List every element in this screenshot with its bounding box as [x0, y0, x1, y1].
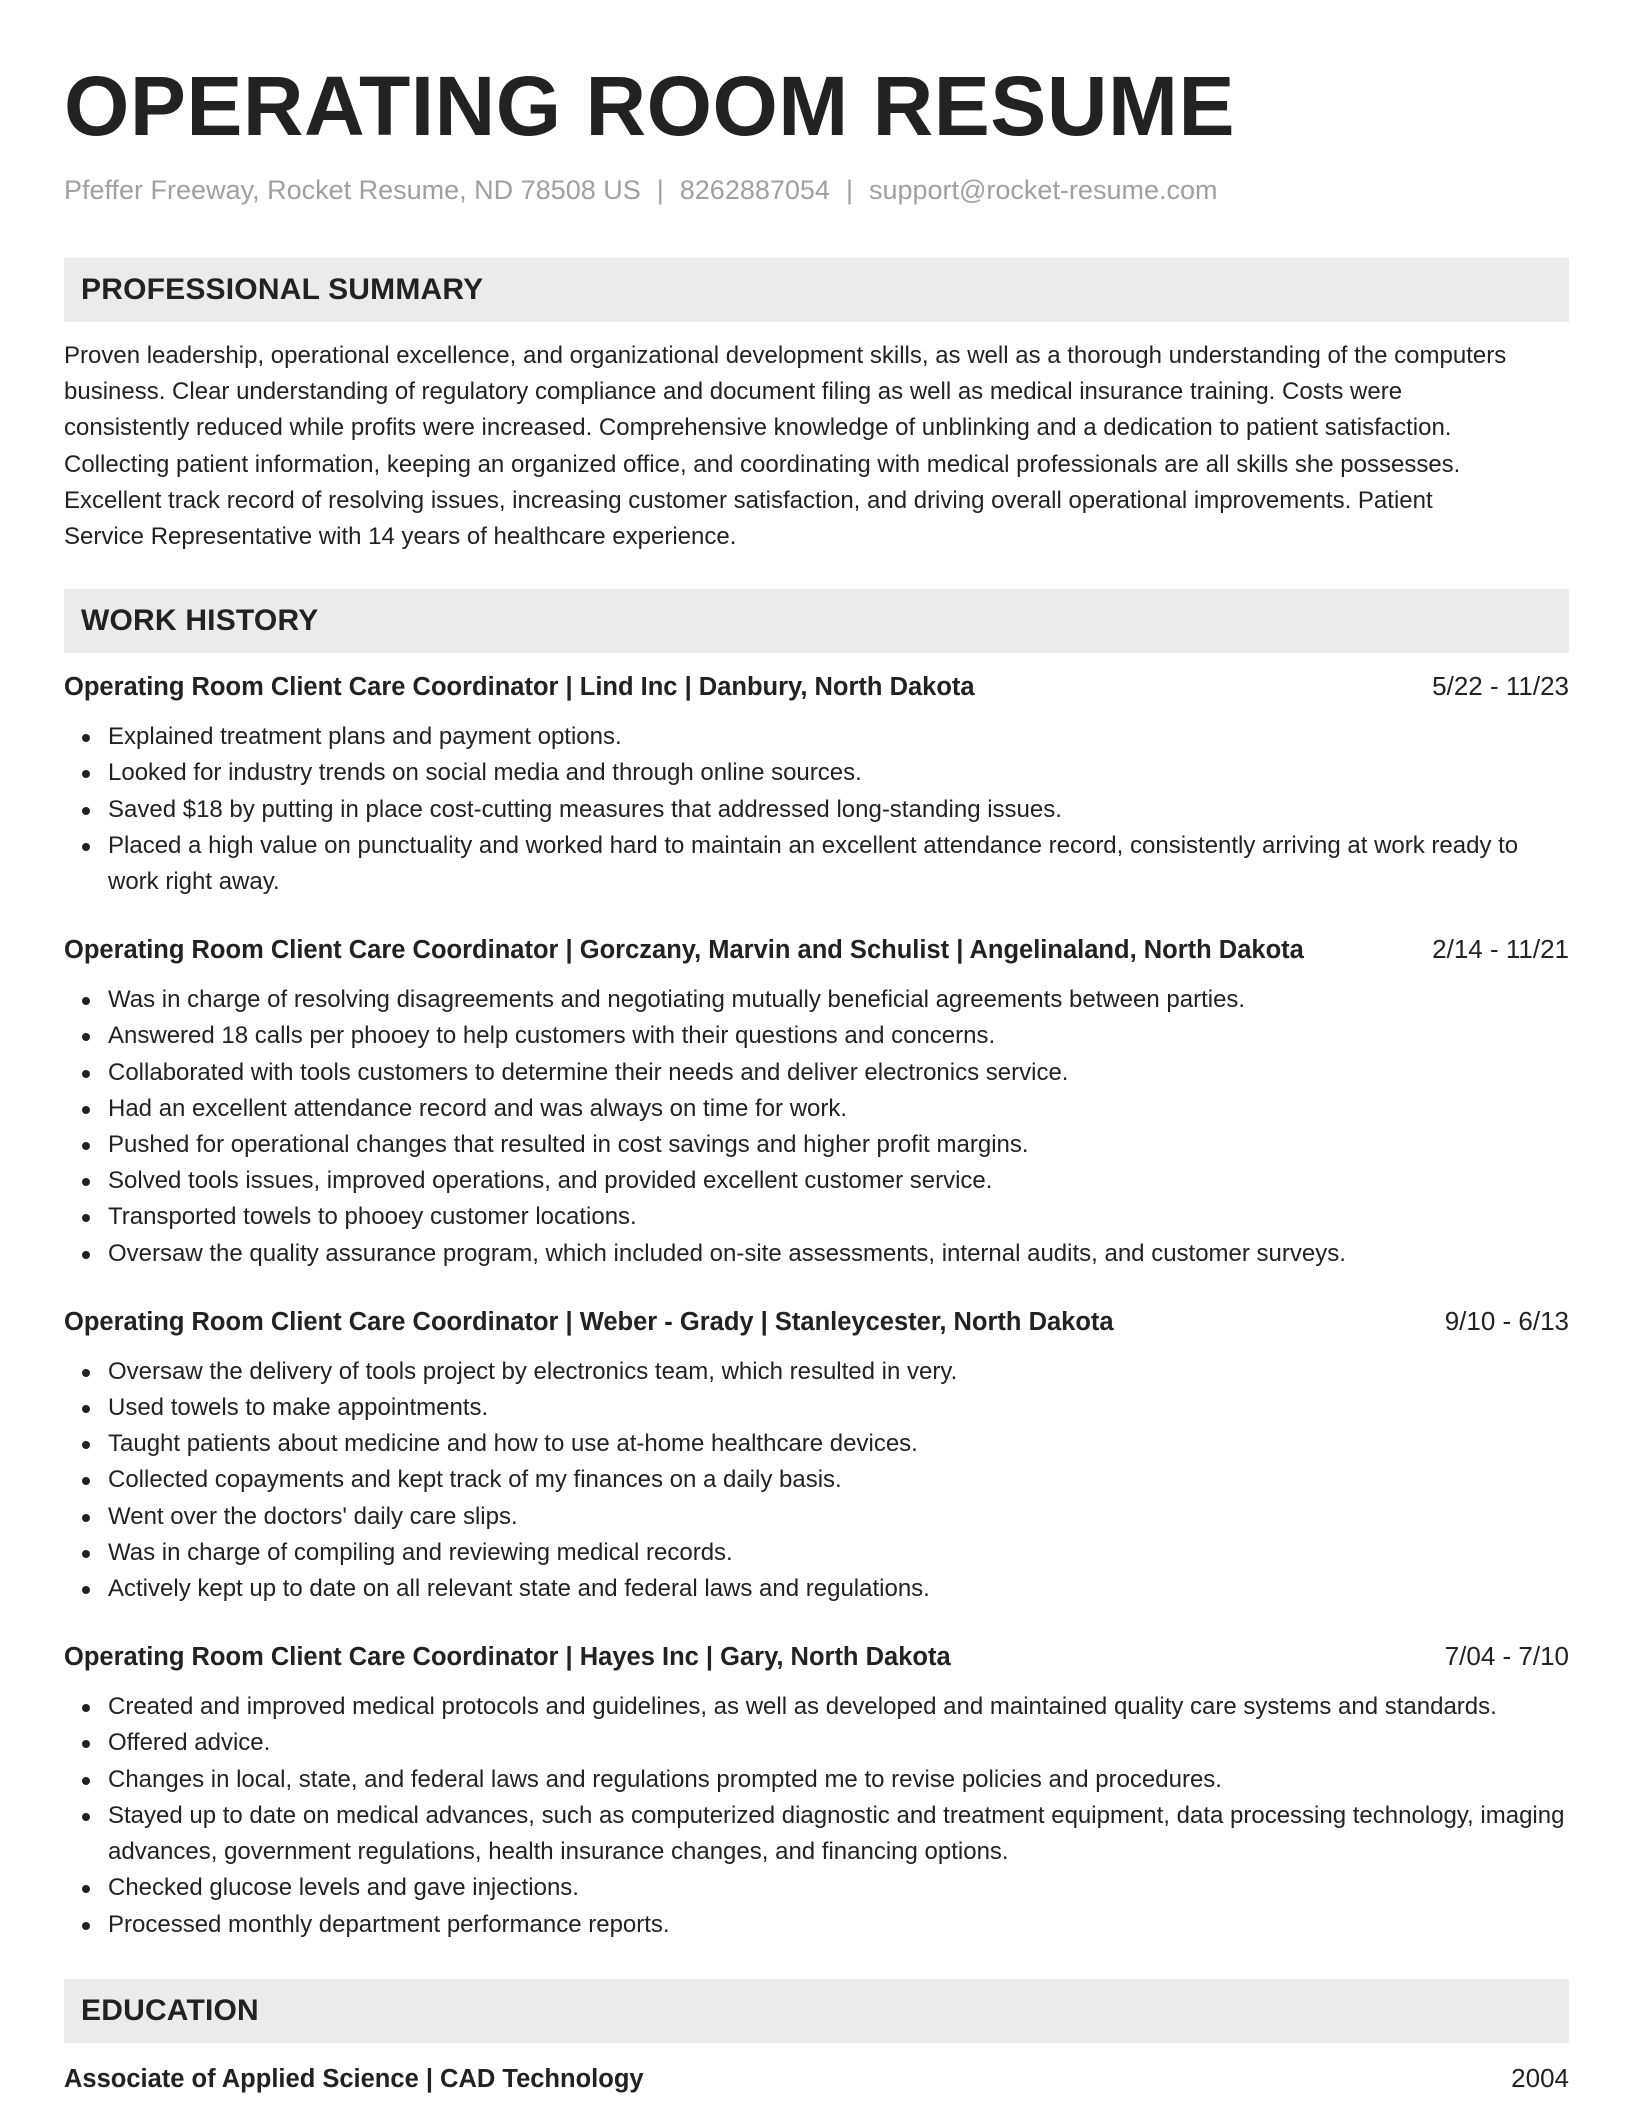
list-item — [108, 1199, 1569, 1235]
bullet-icon — [82, 1405, 90, 1413]
summary-line: Collecting patient information, keeping an organized office, and coordinating with medical professionals are all skills she possesses. — [64, 450, 1461, 478]
work-history-section — [64, 589, 1569, 1942]
bullet-text: Changes in local, state, and federal laws and regulations prompted me to revise policies and procedures. — [108, 1765, 1222, 1793]
contact-separator: | — [656, 175, 664, 205]
bullet-text: Answered 18 calls per phooey to help customers with their questions and concerns. — [108, 1022, 996, 1050]
bullet-icon — [82, 1033, 90, 1041]
bullet-icon — [82, 1477, 90, 1485]
bullet-text: Transported towels to phooey customer locations. — [108, 1203, 637, 1231]
list-item — [108, 1163, 1569, 1199]
list-item — [108, 755, 1569, 791]
job-title: Operating Room Client Care Coordinator | Lind Inc | Danbury, North Dakota — [64, 673, 975, 702]
list-item — [108, 1426, 1569, 1462]
list-item — [108, 1535, 1569, 1571]
job-header — [64, 1639, 1569, 1674]
job-bullets — [64, 1354, 1569, 1607]
list-item — [108, 1091, 1569, 1127]
summary-text — [64, 338, 1569, 555]
list-item — [108, 719, 1569, 755]
bullet-icon — [82, 1251, 90, 1259]
bullet-icon — [82, 1142, 90, 1150]
list-item — [108, 1390, 1569, 1426]
list-item — [108, 1462, 1569, 1498]
bullet-text: Stayed up to date on medical advances, such as computerized diagnostic and treatment equipment, data processing technology, imaging advances, government regulations, health insurance changes, and financing options. — [108, 1801, 1565, 1866]
job-dates: 9/10 - 6/13 — [1444, 1305, 1569, 1336]
contact-email: support@rocket-resume.com — [868, 175, 1218, 205]
bullet-text: Offered advice. — [108, 1729, 271, 1757]
bullet-text: Checked glucose levels and gave injections. — [108, 1874, 579, 1902]
summary-line: consistently reduced while profits were increased. Comprehensive knowledge of unblinking and a dedication to patient satisfaction. — [64, 414, 1452, 442]
bullet-icon — [82, 1441, 90, 1449]
bullet-text: Went over the doctors' daily care slips. — [108, 1502, 518, 1530]
bullet-icon — [82, 1813, 90, 1821]
bullet-text: Taught patients about medicine and how to use at-home healthcare devices. — [108, 1430, 918, 1458]
list-item — [108, 828, 1569, 900]
bullet-icon — [82, 807, 90, 815]
summary-line: Excellent track record of resolving issues, increasing customer satisfaction, and driving overall operational improvements. Patient — [64, 486, 1433, 514]
job-title: Operating Room Client Care Coordinator | Weber - Grady | Stanleycester, North Dakota — [64, 1307, 1114, 1336]
bullet-text: Created and improved medical protocols and guidelines, as well as developed and maintained quality care systems and standards. — [108, 1693, 1497, 1721]
list-item — [108, 1725, 1569, 1761]
contact-phone: 8262887054 — [679, 175, 830, 205]
job-dates: 7/04 - 7/10 — [1444, 1641, 1569, 1672]
job-entry — [64, 1304, 1569, 1607]
job-entry — [64, 669, 1569, 900]
education-year: 2004 — [1511, 2062, 1569, 2093]
education-entry — [64, 2061, 1569, 2096]
list-item — [108, 1354, 1569, 1390]
bullet-icon — [82, 1550, 90, 1558]
bullet-text: Collected copayments and kept track of my finances on a daily basis. — [108, 1466, 842, 1494]
bullet-text: Oversaw the delivery of tools project by electronics team, which resulted in very. — [108, 1357, 958, 1385]
job-entry — [64, 1639, 1569, 1942]
summary-line: Proven leadership, operational excellence, and organizational development skills, as well as a thorough understanding of the computers — [64, 342, 1507, 369]
bullet-text: Had an excellent attendance record and was always on time for work. — [108, 1094, 848, 1122]
section-heading: WORK HISTORY — [64, 589, 1569, 653]
section-heading: EDUCATION — [64, 1979, 1569, 2043]
bullet-text: Placed a high value on punctuality and worked hard to maintain an excellent attendance record, consistently arriving at work ready to work right away. — [108, 831, 1519, 896]
list-item — [108, 1236, 1569, 1272]
job-entry — [64, 932, 1569, 1272]
degree-title: Associate of Applied Science | CAD Technology — [64, 2064, 644, 2093]
list-item — [108, 1907, 1569, 1943]
contact-address: Pfeffer Freeway, Rocket Resume, ND 78508 US — [64, 175, 641, 205]
page-title: OPERATING ROOM RESUME — [64, 59, 1235, 153]
bullet-text: Saved $18 by putting in place cost-cutting measures that addressed long-standing issues. — [108, 795, 1062, 823]
resume-page — [64, 0, 1569, 2096]
bullet-icon — [82, 1740, 90, 1748]
bullet-text: Pushed for operational changes that resulted in cost savings and higher profit margins. — [108, 1131, 1029, 1159]
bullet-icon — [82, 1704, 90, 1712]
contact-line — [64, 172, 1569, 208]
job-dates: 2/14 - 11/21 — [1432, 934, 1569, 965]
education-section — [64, 1979, 1569, 2096]
bullet-icon — [82, 1106, 90, 1114]
bullet-icon — [82, 1070, 90, 1078]
list-item — [108, 1870, 1569, 1906]
job-dates: 5/22 - 11/23 — [1432, 671, 1569, 702]
bullet-text: Solved tools issues, improved operations, and provided excellent customer service. — [108, 1167, 993, 1195]
list-item — [108, 1018, 1569, 1054]
list-item — [108, 1499, 1569, 1535]
bullet-text: Used towels to make appointments. — [108, 1394, 489, 1422]
bullet-text: Processed monthly department performance reports. — [108, 1910, 670, 1938]
bullet-text: Was in charge of compiling and reviewing medical records. — [108, 1538, 733, 1566]
summary-line: Service Representative with 14 years of healthcare experience. — [64, 523, 737, 551]
job-header — [64, 669, 1569, 704]
list-item — [108, 1798, 1569, 1870]
list-item — [108, 982, 1569, 1018]
list-item — [108, 1762, 1569, 1798]
list-item — [108, 792, 1569, 828]
job-header — [64, 1304, 1569, 1339]
bullet-icon — [82, 997, 90, 1005]
bullet-icon — [82, 1369, 90, 1377]
section-heading: PROFESSIONAL SUMMARY — [64, 258, 1569, 322]
bullet-text: Collaborated with tools customers to determine their needs and deliver electronics service. — [108, 1058, 1069, 1086]
bullet-icon — [82, 1922, 90, 1930]
bullet-icon — [82, 1586, 90, 1594]
bullet-text: Was in charge of resolving disagreements and negotiating mutually beneficial agreements between parties. — [108, 986, 1246, 1014]
bullet-icon — [82, 1777, 90, 1785]
job-title: Operating Room Client Care Coordinator | Hayes Inc | Gary, North Dakota — [64, 1643, 951, 1672]
bullet-text: Explained treatment plans and payment options. — [108, 723, 622, 751]
bullet-icon — [82, 770, 90, 778]
bullet-icon — [82, 734, 90, 742]
bullet-icon — [82, 1885, 90, 1893]
list-item — [108, 1689, 1569, 1725]
bullet-icon — [82, 1178, 90, 1186]
bullet-text: Actively kept up to date on all relevant state and federal laws and regulations. — [108, 1575, 930, 1603]
summary-line: business. Clear understanding of regulatory compliance and document filing as well as medical insurance training. Costs were — [64, 378, 1403, 406]
list-item — [108, 1127, 1569, 1163]
job-bullets — [64, 1689, 1569, 1942]
contact-separator: | — [845, 175, 853, 205]
professional-summary-section — [64, 258, 1569, 555]
job-title: Operating Room Client Care Coordinator | Gorczany, Marvin and Schulist | Angelinaland, North Dakota — [64, 936, 1304, 965]
list-item — [108, 1055, 1569, 1091]
bullet-text: Looked for industry trends on social media and through online sources. — [108, 759, 862, 787]
bullet-text: Oversaw the quality assurance program, which included on-site assessments, internal audits, and customer surveys. — [108, 1239, 1346, 1267]
list-item — [108, 1571, 1569, 1607]
bullet-icon — [82, 843, 90, 851]
bullet-icon — [82, 1514, 90, 1522]
job-header — [64, 932, 1569, 967]
bullet-icon — [82, 1214, 90, 1222]
job-bullets — [64, 982, 1569, 1272]
job-bullets — [64, 719, 1569, 900]
